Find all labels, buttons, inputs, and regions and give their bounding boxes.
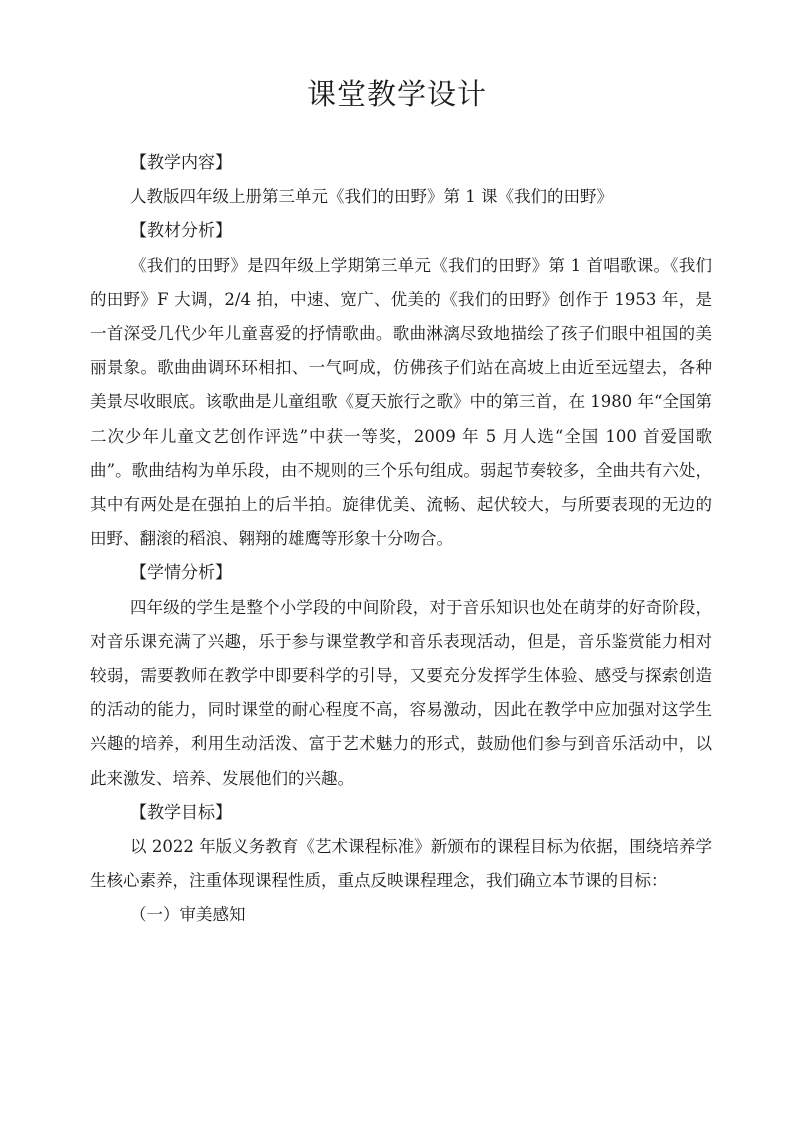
goals-subheading-1: （一）审美感知 <box>130 905 246 925</box>
document-body <box>90 146 712 933</box>
content-text: 人教版四年级上册第三单元《我们的田野》第 1 课《我们的田野》 <box>130 187 613 207</box>
section-heading-students: 【学情分析】 <box>130 563 232 584</box>
goals-text: 以 2022 年版义务教育《艺术课程标准》新颁布的课程目标为依据，围绕培养学生核心素养，注重体现课程性质，重点反映课程理念，我们确立本节课的目标： <box>90 837 712 891</box>
material-text: 《我们的田野》是四年级上学期第三单元《我们的田野》第 1 首唱歌课。《我们的田野》F 大调，2/4 拍，中速、宽广、优美的《我们的田野》创作于 1953 年，是一首深受几代少年儿童喜爱的抒情歌曲。歌曲淋漓尽致地描绘了孩子们眼中祖国的美丽景象。歌曲曲调环环相扣、一气呵成，仿佛孩子们站在高坡上由近至远望去，各种美景尽收眼底。该歌曲是儿童组歌《夏天旅行之歌》中的第三首，在 1980 年“全国第二次少年儿童文艺创作评选”中获一等奖，2009 年 5 月人选“全国 100 首爱国歌曲”。歌曲结构为单乐段，由不规则的三个乐句组成。弱起节奏较多，全曲共有六处，其中有两处是在强拍上的后半拍。旋律优美、流畅、起伏较大，与所要表现的无边的田野、翻滚的稻浪、翱翔的雄鹰等形象十分吻合。 <box>90 255 712 549</box>
section-heading-material: 【教材分析】 <box>130 221 232 242</box>
students-text: 四年级的学生是整个小学段的中间阶段，对于音乐知识也处在萌芽的好奇阶段，对音乐课充满了兴趣，乐于参与课堂教学和音乐表现活动，但是，音乐鉴赏能力相对较弱，需要教师在教学中即要科学的引导，又要充分发挥学生体验、感受与探索创造的活动的能力，同时课堂的耐心程度不高，容易激动，因此在教学中应加强对这学生兴趣的培养，利用生动活泼、富于艺术魅力的形式，鼓励他们参与到音乐活动中，以此来激发、培养、发展他们的兴趣。 <box>90 597 712 788</box>
section-heading-content: 【教学内容】 <box>130 153 232 173</box>
section-heading-goals: 【教学目标】 <box>130 802 232 823</box>
document-title: 课堂教学设计 <box>306 77 487 111</box>
